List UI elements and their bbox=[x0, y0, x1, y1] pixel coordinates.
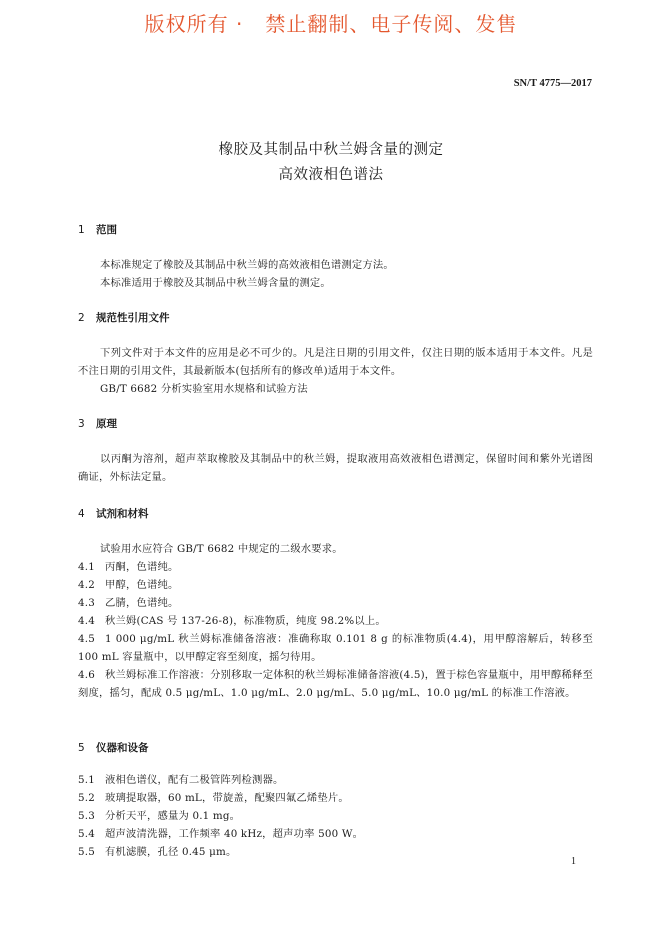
item-text: 乙腈，色谱纯。 bbox=[105, 597, 179, 609]
item-text: 液相色谱仪，配有二极管阵列检测器。 bbox=[105, 774, 284, 786]
item-number: 4.2 bbox=[78, 579, 95, 591]
reference-gbt-6682: GB/T 6682 分析实验室用水规格和试验方法 bbox=[100, 383, 308, 395]
list-item bbox=[78, 630, 593, 666]
section-number: 2 bbox=[78, 312, 85, 324]
list-item bbox=[78, 576, 593, 594]
section-heading-principle bbox=[78, 416, 117, 431]
item-number: 4.6 bbox=[78, 669, 95, 681]
normative-references-paragraph: 下列文件对于本文件的应用是必不可少的。凡是注日期的引用文件，仅注日期的版本适用于本文件。凡是不注日期的引用文件，其最新版本(包括所有的修改单)适用于本文件。 bbox=[78, 347, 593, 377]
section-number: 5 bbox=[78, 742, 85, 754]
item-text: 超声波清洗器，工作频率 40 kHz，超声功率 500 W。 bbox=[105, 828, 364, 840]
item-text: 1 000 μg/mL 秋兰姆标准储备溶液：准确称取 0.101 8 g 的标准物质(4.4)，用甲醇溶解后，转移至 100 mL 容量瓶中，以甲醇定容至刻度，摇匀待用。 bbox=[78, 633, 593, 663]
item-number: 5.1 bbox=[78, 774, 95, 786]
list-item bbox=[78, 843, 593, 861]
standard-code: SN/T 4775—2017 bbox=[513, 78, 592, 89]
section-title: 原理 bbox=[96, 418, 117, 430]
section-title: 范围 bbox=[96, 224, 117, 236]
item-number: 5.5 bbox=[78, 846, 95, 858]
section-heading-normative-references bbox=[78, 310, 170, 325]
section-title: 规范性引用文件 bbox=[96, 312, 170, 324]
section-heading-scope bbox=[78, 222, 117, 237]
list-item bbox=[78, 789, 593, 807]
section-heading-apparatus bbox=[78, 740, 149, 755]
item-number: 5.2 bbox=[78, 792, 95, 804]
item-number: 5.4 bbox=[78, 828, 95, 840]
document-title: 橡胶及其制品中秋兰姆含量的测定 bbox=[218, 142, 444, 158]
scope-paragraph-2: 本标准适用于橡胶及其制品中秋兰姆含量的测定。 bbox=[100, 277, 331, 289]
section-title: 试剂和材料 bbox=[96, 508, 149, 520]
item-number: 4.4 bbox=[78, 615, 95, 627]
list-item bbox=[78, 612, 593, 630]
item-text: 玻璃提取器，60 mL，带旋盖，配聚四氟乙烯垫片。 bbox=[105, 792, 349, 804]
item-text: 秋兰姆标准工作溶液：分别移取一定体积的秋兰姆标准储备溶液(4.5)，置于棕色容量瓶中，用甲醇稀释至刻度，摇匀，配成 0.5 μg/mL、1.0 μg/mL、2.0 μg/mL、5.0 μg/mL、10.0 μg/mL 的标准工作溶液。 bbox=[78, 669, 593, 699]
item-number: 5.3 bbox=[78, 810, 95, 822]
list-item bbox=[78, 771, 593, 789]
item-text: 丙酮，色谱纯。 bbox=[105, 561, 179, 573]
section-heading-reagents bbox=[78, 506, 149, 521]
item-number: 4.1 bbox=[78, 561, 95, 573]
item-number: 4.3 bbox=[78, 597, 95, 609]
item-text: 甲醇，色谱纯。 bbox=[105, 579, 179, 591]
section-number: 1 bbox=[78, 224, 85, 236]
section-number: 3 bbox=[78, 418, 85, 430]
item-text: 有机滤膜，孔径 0.45 μm。 bbox=[105, 846, 237, 858]
list-item bbox=[78, 666, 593, 702]
reagents-intro: 试验用水应符合 GB/T 6682 中规定的二级水要求。 bbox=[100, 543, 343, 555]
item-text: 秋兰姆(CAS 号 137-26-8)，标准物质，纯度 98.2%以上。 bbox=[105, 615, 386, 627]
item-number: 4.5 bbox=[78, 633, 95, 645]
scope-paragraph-1: 本标准规定了橡胶及其制品中秋兰姆的高效液相色谱测定方法。 bbox=[100, 259, 394, 271]
page-number: 1 bbox=[571, 856, 576, 867]
list-item bbox=[78, 807, 593, 825]
list-item bbox=[78, 594, 593, 612]
copyright-watermark: 版权所有 · 禁止翻制、电子传阅、发售 bbox=[144, 12, 518, 36]
list-item bbox=[78, 558, 593, 576]
document-subtitle: 高效液相色谱法 bbox=[278, 167, 384, 183]
section-number: 4 bbox=[78, 508, 85, 520]
list-item bbox=[78, 825, 593, 843]
principle-paragraph: 以丙酮为溶剂，超声萃取橡胶及其制品中的秋兰姆，提取液用高效液相色谱测定，保留时间和紫外光谱图确证，外标法定量。 bbox=[78, 453, 593, 483]
item-text: 分析天平，感量为 0.1 mg。 bbox=[105, 810, 241, 822]
section-title: 仪器和设备 bbox=[96, 742, 149, 754]
